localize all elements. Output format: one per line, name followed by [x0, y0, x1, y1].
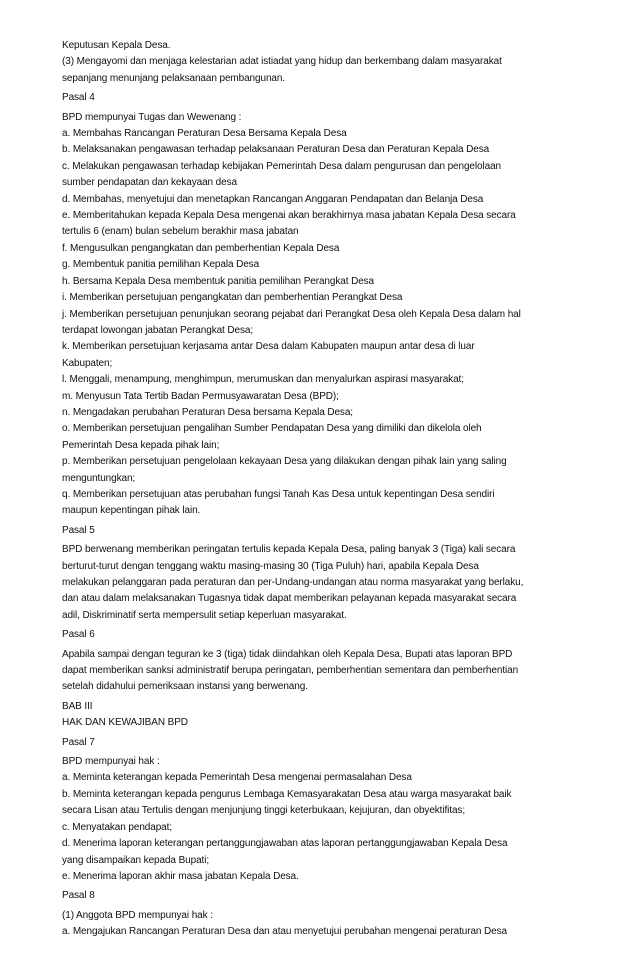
- text-line: sumber pendapatan dan kekayaan desa: [62, 177, 237, 189]
- text-line: BPD mempunyai Tugas dan Wewenang :: [62, 111, 242, 123]
- text-line: secara Lisan atau Tertulis dengan menjunjung tinggi keterbukaan, kejujuran, dan obyektifitas;: [62, 805, 466, 817]
- text-line: BPD mempunyai hak :: [62, 756, 160, 768]
- text-line: berturut-turut dengan tenggang waktu masing-masing 30 (Tiga Puluh) hari, apabila Kepala Desa: [62, 560, 479, 572]
- text-line: a. Membahas Rancangan Peraturan Desa Bersama Kepala Desa: [62, 128, 347, 140]
- text-line: (1) Anggota BPD mempunyai hak :: [62, 909, 213, 921]
- text-line: j. Memberikan persetujuan penunjukan seorang pejabat dari Perangkat Desa oleh Kepala Desa dalam hal: [62, 308, 521, 320]
- text-line: n. Mengadakan perubahan Peraturan Desa bersama Kepala Desa;: [62, 406, 353, 418]
- text-line: b. Melaksanakan pengawasan terhadap pelaksanaan Peraturan Desa dan Peraturan Kepala Desa: [62, 144, 490, 156]
- text-line: h. Bersama Kepala Desa membentuk panitia pemilihan Perangkat Desa: [62, 275, 375, 287]
- text-line: BAB III: [62, 700, 93, 712]
- text-line: a. Mengajukan Rancangan Peraturan Desa dan atau menyetujui perubahan mengenai peraturan Desa: [62, 926, 508, 938]
- text-line: yang disampaikan kepada Bupati;: [62, 854, 210, 866]
- text-line: i. Memberikan persetujuan pengangkatan dan pemberhentian Perangkat Desa: [62, 292, 403, 304]
- text-line: c. Menyatakan pendapat;: [62, 821, 173, 833]
- text-line: a. Meminta keterangan kepada Pemerintah Desa mengenai permasalahan Desa: [62, 772, 412, 784]
- text-line: d. Membahas, menyetujui dan menetapkan Rancangan Anggaran Pendapatan dan Belanja Desa: [62, 193, 484, 205]
- text-line: terdapat lowongan jabatan Perangkat Desa;: [62, 324, 254, 336]
- text-line: Pasal 8: [62, 890, 95, 902]
- text-line: Apabila sampai dengan teguran ke 3 (tiga) tidak diindahkan oleh Kepala Desa, Bupati atas laporan BPD: [62, 648, 513, 660]
- text-line: setelah didahului pemeriksaan instansi yang berwenang.: [62, 681, 308, 693]
- text-line: o. Memberikan persetujuan pengalihan Sumber Pendapatan Desa yang dimiliki dan dikelola oleh: [62, 423, 482, 435]
- text-line: c. Melakukan pengawasan terhadap kebijakan Pemerintah Desa dalam pengurusan dan pengelolaan: [62, 160, 501, 172]
- text-line: Pasal 4: [62, 92, 95, 104]
- text-line: Pasal 7: [62, 736, 95, 748]
- text-line: l. Menggali, menampung, menghimpun, merumuskan dan menyalurkan aspirasi masyarakat;: [62, 374, 464, 386]
- text-line: k. Memberikan persetujuan kerjasama antar Desa dalam Kabupaten maupun antar desa di luar: [62, 341, 475, 353]
- text-line: p. Memberikan persetujuan pengelolaan kekayaan Desa yang dilakukan dengan pihak lain yang saling: [62, 456, 507, 468]
- text-line: BPD berwenang memberikan peringatan tertulis kepada Kepala Desa, paling banyak 3 (Tiga) kali secara: [62, 544, 516, 556]
- text-line: g. Membentuk panitia pemilihan Kepala Desa: [62, 259, 260, 271]
- text-line: melakukan pelanggaran pada peraturan dan per-Undang-undangan atau norma masyarakat yang berlaku,: [62, 577, 524, 588]
- text-line: dapat memberikan sanksi administratif berupa peringatan, pemberhentian sementara dan pemberhentian: [62, 665, 519, 677]
- text-line: (3) Mengayomi dan menjaga kelestarian adat istiadat yang hidup dan berkembang dalam masyarakat: [62, 56, 502, 68]
- text-line: q. Memberikan persetujuan atas perubahan fungsi Tanah Kas Desa untuk kepentingan Desa sendiri: [62, 488, 495, 500]
- text-line: maupun kepentingan pihak lain.: [62, 505, 201, 517]
- text-line: e. Memberitahukan kepada Kepala Desa mengenai akan berakhirnya masa jabatan Kepala Desa secara: [62, 210, 516, 222]
- text-line: dan atau dalam melaksanakan Tugasnya tidak dapat memberikan pelayanan kepada masyarakat secara: [62, 593, 517, 605]
- text-line: Pemerintah Desa kepada pihak lain;: [62, 439, 220, 451]
- text-line: Keputusan Kepala Desa.: [62, 40, 171, 51]
- text-line: sepanjang menunjang pelaksanaan pembangunan.: [62, 72, 286, 84]
- document-page: [62, 38, 582, 941]
- text-line: Kabupaten;: [62, 357, 113, 369]
- text-line: f. Mengusulkan pengangkatan dan pemberhentian Kepala Desa: [62, 242, 340, 254]
- text-line: e. Menerima laporan akhir masa jabatan Kepala Desa.: [62, 870, 299, 882]
- text-line: tertulis 6 (enam) bulan sebelum berakhir masa jabatan: [62, 226, 299, 238]
- text-line: b. Meminta keterangan kepada pengurus Lembaga Kemasyarakatan Desa atau warga masyarakat baik: [62, 788, 512, 800]
- text-line: Pasal 5: [62, 524, 95, 536]
- text-line: HAK DAN KEWAJIBAN BPD: [62, 717, 188, 729]
- text-line: adil, Diskriminatif serta mempersulit setiap keperluan masyarakat.: [62, 609, 347, 621]
- text-line: menguntungkan;: [62, 472, 136, 484]
- text-line: Pasal 6: [62, 629, 95, 641]
- text-line: m. Menyusun Tata Tertib Badan Permusyawaratan Desa (BPD);: [62, 390, 339, 402]
- text-line: d. Menerima laporan keterangan pertanggungjawaban atas laporan pertanggungjawaban Kepala Desa: [62, 838, 508, 850]
